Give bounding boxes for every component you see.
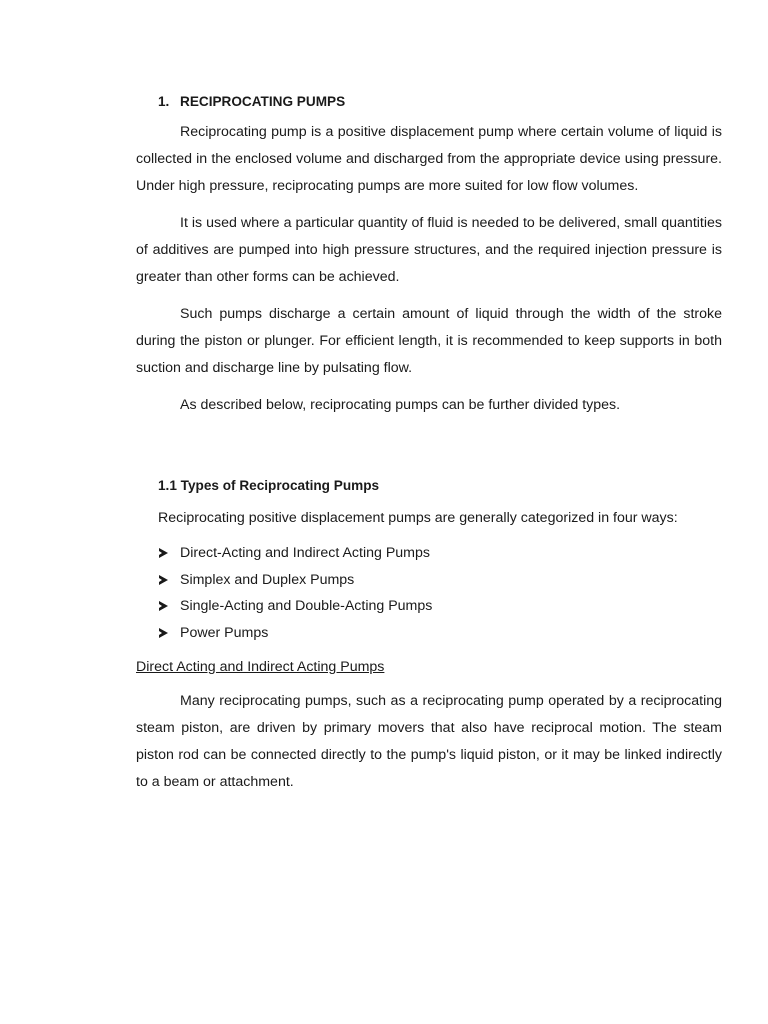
- document-body: [136, 93, 722, 806]
- section-title: RECIPROCATING PUMPS: [180, 94, 346, 109]
- list-item-label: Direct-Acting and Indirect Acting Pumps: [180, 545, 430, 561]
- underlined-subheading: Direct Acting and Indirect Acting Pumps: [136, 659, 385, 675]
- paragraph: As described below, reciprocating pumps can be further divided types.: [180, 397, 621, 413]
- section-heading: [158, 93, 722, 111]
- arrow-bullet-icon: [159, 628, 168, 638]
- subsection-intro: Reciprocating positive displacement pumps are generally categorized in four ways:: [158, 510, 678, 526]
- list-item-label: Simplex and Duplex Pumps: [180, 571, 355, 588]
- list-item-label: Single-Acting and Double-Acting Pumps: [180, 598, 433, 614]
- paragraph: Reciprocating pump is a positive displacement pump where certain volume of liquid is collected in the enclosed volume and discharged from the appropriate device using pressure. Under high pressure, reciprocating pumps are more suited for low flow volumes.: [136, 124, 722, 194]
- paragraph: Many reciprocating pumps, such as a reciprocating pump operated by a reciprocating steam piston, are driven by primary movers that also have reciprocal motion. The steam piston rod can be connected directly to the pump's liquid piston, or it may be linked indirectly to a beam or attachment.: [136, 693, 722, 790]
- list-item: [158, 540, 722, 567]
- arrow-bullet-icon: [159, 548, 168, 558]
- list-item-label: Power Pumps: [180, 624, 269, 641]
- bullet-list: [158, 540, 722, 646]
- list-item: [158, 593, 722, 620]
- paragraph: It is used where a particular quantity of fluid is needed to be delivered, small quantities of additives are pumped into high pressure structures, and the required injection pressure is greater than other forms can be achieved.: [136, 215, 722, 285]
- list-item: [158, 620, 722, 647]
- section-number: 1.: [158, 94, 170, 109]
- subsection-heading: 1.1 Types of Reciprocating Pumps: [158, 478, 380, 493]
- list-item: [158, 567, 722, 594]
- paragraph: Such pumps discharge a certain amount of liquid through the width of the stroke during the piston or plunger. For efficient length, it is recommended to keep supports in both suction and discharge line by pulsating flow.: [136, 306, 722, 376]
- arrow-bullet-icon: [159, 575, 168, 585]
- arrow-bullet-icon: [159, 601, 168, 611]
